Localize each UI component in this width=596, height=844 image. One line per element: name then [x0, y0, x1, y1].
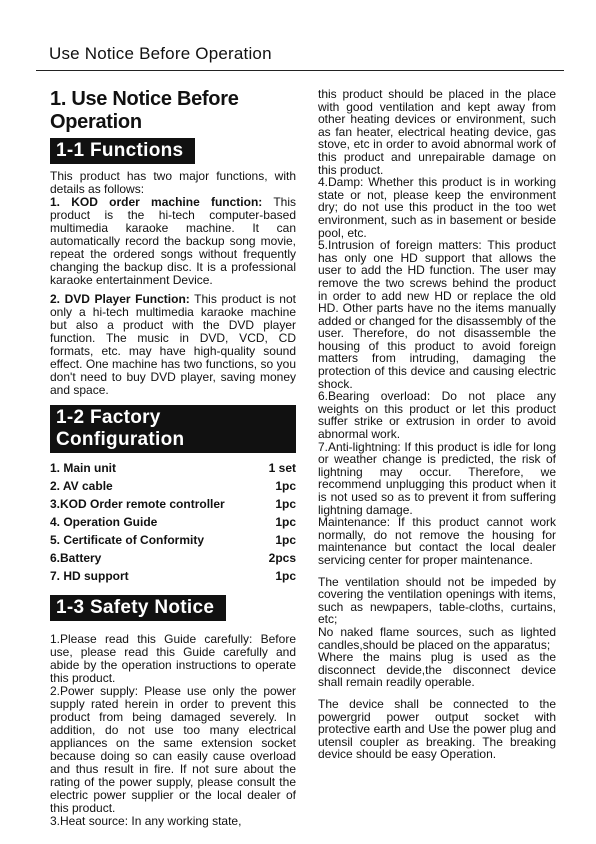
config-row	[50, 513, 296, 531]
header-divider	[36, 70, 564, 71]
dvd-function-paragraph	[50, 293, 296, 397]
config-qty: 1pc	[275, 569, 296, 583]
safety-item-2: 2.Power supply: Please use only the power supply rated herein in order to prevent this product from being damaged severely. In addition, do not use too many electrical appliances on the same extension socket because doing so can easily cause overload and thus result in fire. If not sure about the rating of the power supply, please consult the electric power supplier or the local dealer of this product.	[50, 684, 296, 815]
mains-plug-notice: Where the mains plug is used as the disconnect devide,the disconnect device shall remain readily operable.	[318, 650, 556, 690]
foreign-matter-notice: 5.Intrusion of foreign matters: This product has only one HD support that allows the user to add the HD function. The user may remove the two screws behind the product in order to add new HD or replace the old HD. Other parts have no the items manually added or changed for the disassembly of the user. Therefore, do not disassemble the housing of this product to avoid foreign matters from intruding, damaging the protection of this device and causing electric shock.	[318, 238, 556, 391]
config-row	[50, 477, 296, 495]
page-header: Use Notice Before Operation	[49, 44, 272, 63]
heat-source-continued: this product should be placed in the place with good ventilation and kept away from other heating devices or environment, such as fan heater, electrical heating device, gas stove, etc in order to avoid abnormal work of this product and unrepairable damage on this product.	[318, 87, 556, 177]
config-item: 3.KOD Order remote controller	[50, 497, 225, 511]
right-column	[318, 88, 556, 761]
dvd-function-label: 2. DVD Player Function:	[50, 292, 190, 306]
config-item: 2. AV cable	[50, 479, 113, 493]
maintenance-notice: Maintenance: If this product cannot work normally, do not remove the housing for maintenance but contact the local dealer servicing center for proper maintenance.	[318, 515, 556, 567]
config-list	[50, 459, 296, 585]
flame-notice: No naked flame sources, such as lighted candles,should be placed on the apparatus;	[318, 624, 556, 652]
config-item: 1. Main unit	[50, 461, 116, 475]
left-column	[50, 88, 296, 828]
config-row	[50, 567, 296, 585]
safety-item-1: 1.Please read this Guide carefully: Before use, please read this Guide carefully and abide by the operation instructions to operate this product.	[50, 632, 296, 685]
dvd-function-text: This product is not only a hi-tech multimedia karaoke machine but also a product with the DVD player function. The music in DVD, VCD, CD formats, etc. may have high-quality sound effect. One machine has two functions, so you don't need to buy DVD player, saving money and space.	[50, 292, 296, 397]
config-qty: 1 set	[268, 461, 296, 475]
config-row	[50, 459, 296, 477]
lightning-notice: 7.Anti-lightning: If this product is idle for long or weather change is predicted, the risk of lightning may occur. Therefore, we recommend unplugging this product when it is not used so as to prevent it from suffering lightning damage.	[318, 439, 556, 517]
functions-banner: 1-1 Functions	[50, 138, 195, 164]
kod-function-text: This product is the hi-tech computer-based multimedia karaoke machine. It can automatically record the backup song movie, repeat the ordered songs without frequently changing the backup disc. It is a professional karaoke entertainment Device.	[50, 195, 297, 287]
config-qty: 1pc	[275, 515, 296, 529]
config-qty: 1pc	[275, 497, 296, 511]
main-title: 1. Use Notice Before Operation	[50, 88, 239, 133]
config-item: 7. HD support	[50, 569, 129, 583]
config-qty: 1pc	[275, 533, 296, 547]
earth-connection-notice: The device shall be connected to the powergrid power output socket with protective earth and Use the power plug and utensil coupler as breaking. The breaking device should be easy Operation.	[318, 696, 556, 762]
config-row	[50, 531, 296, 549]
ventilation-notice: The ventilation should not be impeded by covering the ventilation openings with items, such as newpapers, table-cloths, curtains, etc;	[318, 574, 556, 627]
config-qty: 1pc	[275, 479, 296, 493]
kod-function-paragraph	[50, 196, 296, 287]
config-item: 4. Operation Guide	[50, 515, 158, 529]
factory-config-banner: 1-2 Factory Configuration	[50, 405, 296, 453]
functions-intro: This product has two major functions, with details as follows:	[50, 169, 296, 196]
config-row	[50, 495, 296, 513]
safety-notice-banner: 1-3 Safety Notice	[50, 595, 226, 621]
kod-function-label: 1. KOD order machine function:	[50, 195, 263, 209]
overload-notice: 6.Bearing overload: Do not place any weights on this product or let this product suffer strike or extrusion in order to avoid abnormal work.	[318, 389, 556, 442]
safety-item-3: 3.Heat source: In any working state,	[50, 814, 242, 828]
damp-notice: 4.Damp: Whether this product is in working state or not, please keep the environment dry; do not use this product in the too wet environment, such as in basement or beside pool, etc.	[318, 175, 556, 240]
config-item: 6.Battery	[50, 551, 102, 565]
config-item: 5. Certificate of Conformity	[50, 533, 205, 547]
config-qty: 2pcs	[268, 551, 296, 565]
config-row	[50, 549, 296, 567]
